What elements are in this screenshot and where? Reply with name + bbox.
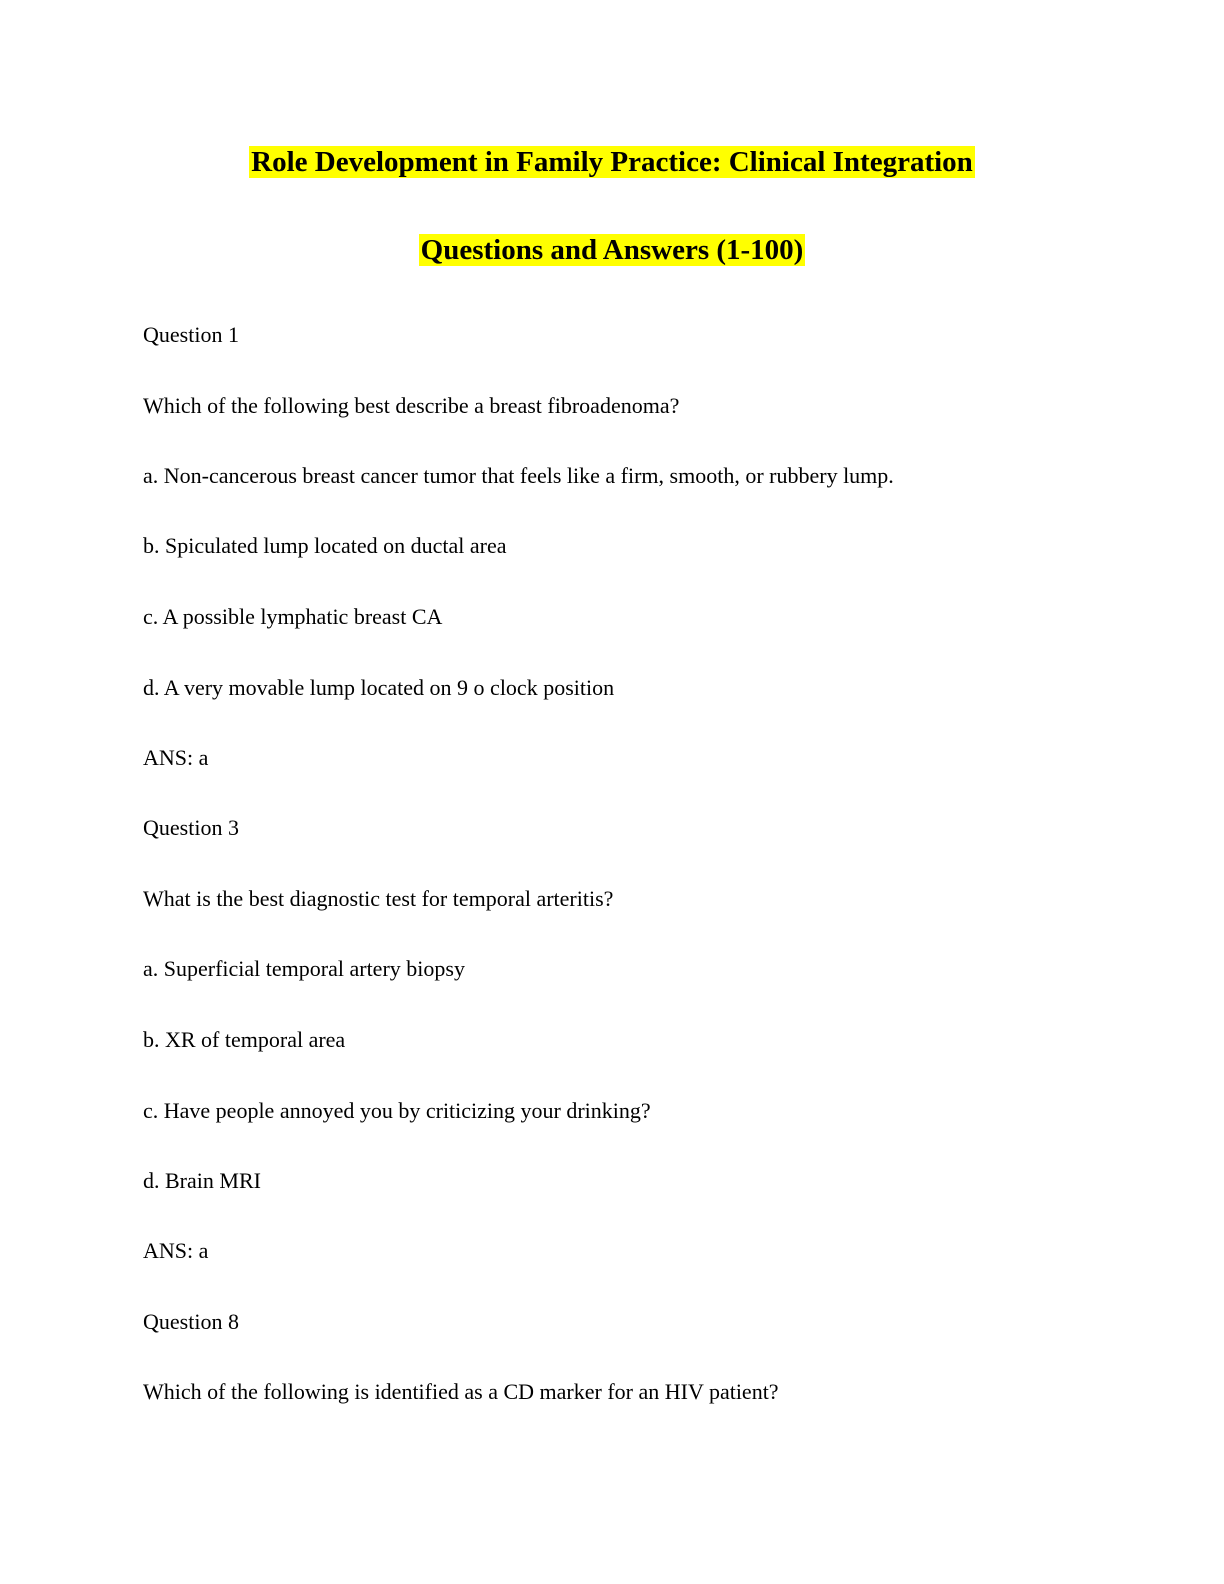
question-text: Which of the following best describe a breast fibroadenoma? xyxy=(143,393,680,418)
answer-option: b. Spiculated lump located on ductal area xyxy=(143,533,507,558)
answer-option: b. XR of temporal area xyxy=(143,1027,346,1052)
answer-key: ANS: a xyxy=(143,745,209,770)
question-heading: Question 8 xyxy=(143,1309,239,1334)
answer-option: c. Have people annoyed you by criticizing your drinking? xyxy=(143,1098,651,1123)
question-text: What is the best diagnostic test for temporal arteritis? xyxy=(143,886,614,911)
answer-option: d. Brain MRI xyxy=(143,1168,261,1193)
document-title xyxy=(0,144,1224,180)
answer-option: d. A very movable lump located on 9 o clock position xyxy=(143,675,615,700)
answer-option: c. A possible lymphatic breast CA xyxy=(143,604,443,629)
document-subtitle-text: Questions and Answers (1-100) xyxy=(420,234,804,266)
document-subtitle xyxy=(0,232,1224,268)
answer-option: a. Non-cancerous breast cancer tumor that feels like a firm, smooth, or rubbery lump. xyxy=(143,463,894,488)
question-text: Which of the following is identified as a CD marker for an HIV patient? xyxy=(143,1379,779,1404)
answer-option: a. Superficial temporal artery biopsy xyxy=(143,956,465,981)
document-title-text: Role Development in Family Practice: Clinical Integration xyxy=(251,146,973,178)
question-heading: Question 3 xyxy=(143,815,239,840)
answer-key: ANS: a xyxy=(143,1238,209,1263)
question-heading: Question 1 xyxy=(143,322,239,347)
